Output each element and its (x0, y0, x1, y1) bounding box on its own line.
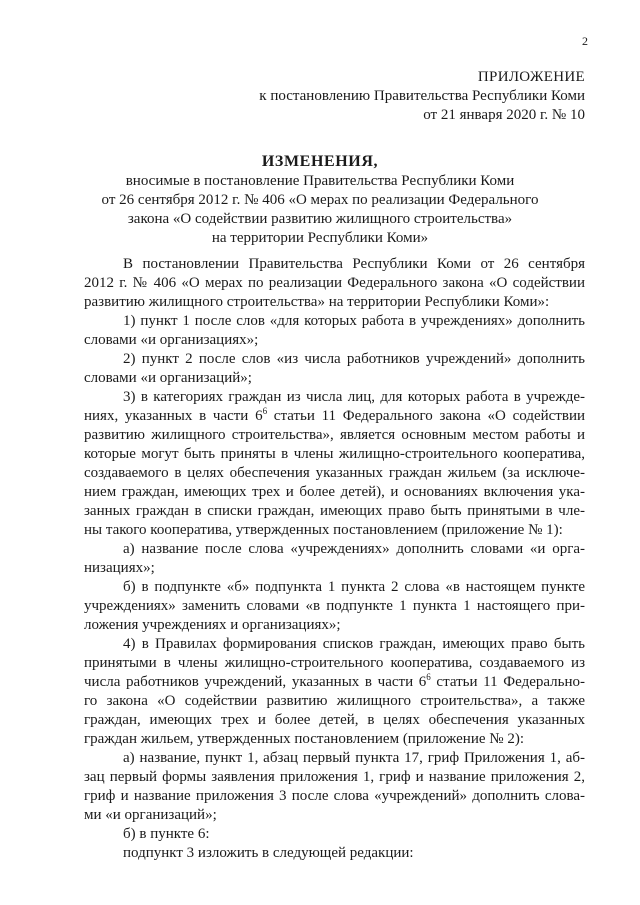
body-text-line: граждан, имеющих трех и более детей, в целях обеспечения указанных (84, 712, 585, 728)
body-text-line: развитию жилищного строительства» на территории Республики Коми»: (84, 294, 550, 310)
body-text-line: 1) пункт 1 после слов «для которых работа в учреждениях» дополнить (123, 313, 585, 329)
document-title: ИЗМЕНЕНИЯ, (261, 153, 379, 170)
superscript: 6 (262, 406, 268, 416)
body-text-line: В постановлении Правительства Республики Коми от 26 сентября (123, 256, 585, 272)
body-text-line (84, 407, 585, 426)
body-text-fragment: числа работников учреждений, указанных в части 6 (84, 674, 427, 690)
superscript: 6 (426, 672, 431, 682)
body-text-line: развитию жилищного строительства», является основным местом работы и (84, 427, 585, 443)
document-body (84, 255, 585, 863)
body-text-line: го закона «О содействии развитию жилищного строительства», а также (84, 693, 585, 709)
body-text-line: б) в подпункте «б» подпункта 1 пункта 2 слова «в настоящем пункте (123, 579, 585, 595)
appendix-header (259, 68, 585, 125)
body-text-line: зац первый формы заявления приложения 1, гриф и название приложения 2, (84, 769, 585, 785)
body-text-line: словами «и организациях»; (84, 332, 259, 348)
body-text-fragment: статьи 11 Федерального закона «О содействии (267, 408, 586, 424)
title-subline-4: на территории Республики Коми» (211, 230, 429, 246)
body-text-line: подпункт 3 изложить в следующей редакции: (123, 845, 414, 861)
body-text-line: ложения учреждениях и организациях»; (84, 617, 341, 633)
body-text-line: которые могут быть приняты в члены жилищно-строительного кооператива, (84, 446, 585, 462)
body-text-line: словами «и организаций»; (84, 370, 252, 386)
title-subline-3: закона «О содействии развитию жилищного строительства» (127, 211, 513, 227)
body-text-line: граждан жильем, утвержденных постановлением (приложение № 2): (84, 731, 524, 747)
body-text-line: учреждениях» заменить словами «в подпункте 1 пункта 1 настоящего при- (84, 598, 585, 614)
page-number: 2 (582, 34, 588, 48)
title-subline-1: вносимые в постановление Правительства Республики Коми (125, 173, 515, 189)
body-text-line: б) в пункте 6: (123, 826, 210, 842)
body-text-line (84, 673, 585, 692)
body-text-line: занных граждан в списки граждан, имеющих право быть принятыми в чле- (84, 503, 585, 519)
body-text-line: 3) в категориях граждан из числа лиц, для которых работа в учрежде- (123, 389, 585, 405)
body-text-line: 2012 г. № 406 «О мерах по реализации Федерального закона «О содействии (84, 275, 585, 291)
body-text-line: 2) пункт 2 после слов «из числа работников учреждений» дополнить (123, 351, 585, 367)
body-text-line: гриф и название приложения 3 после слова «учреждений» дополнить слова- (84, 788, 585, 804)
appendix-line-2: от 21 января 2020 г. № 10 (423, 107, 585, 123)
body-text-fragment: статьи 11 Федерально- (430, 674, 585, 690)
appendix-line-1: к постановлению Правительства Республики Коми (259, 88, 585, 104)
body-text-line: ны такого кооператива, утвержденных постановлением (приложение № 1): (84, 522, 563, 538)
appendix-heading: ПРИЛОЖЕНИЕ (477, 69, 585, 85)
body-text-fragment: ниях, указанных в части 6 (84, 408, 263, 424)
body-text-line: ми «и организаций»; (84, 807, 217, 823)
body-text-line: создаваемого в целях обеспечения указанных граждан жильем (за исключе- (84, 465, 585, 481)
body-text-line: низациях»; (84, 560, 155, 576)
body-text-line: а) название после слова «учреждениях» дополнить словами «и орга- (123, 541, 585, 557)
body-text-line: 4) в Правилах формирования списков граждан, имеющих право быть (123, 636, 585, 652)
body-text-line: принятыми в члены жилищно-строительного кооператива, создаваемого из (84, 655, 585, 671)
body-text-line: а) название, пункт 1, абзац первый пункта 17, гриф Приложения 1, аб- (123, 750, 585, 766)
body-text-line: нием граждан, имеющих трех и более детей), и основаниях включения ука- (84, 484, 585, 500)
document-title-block (80, 152, 560, 248)
title-subline-2: от 26 сентября 2012 г. № 406 «О мерах по реализации Федерального (101, 192, 539, 208)
